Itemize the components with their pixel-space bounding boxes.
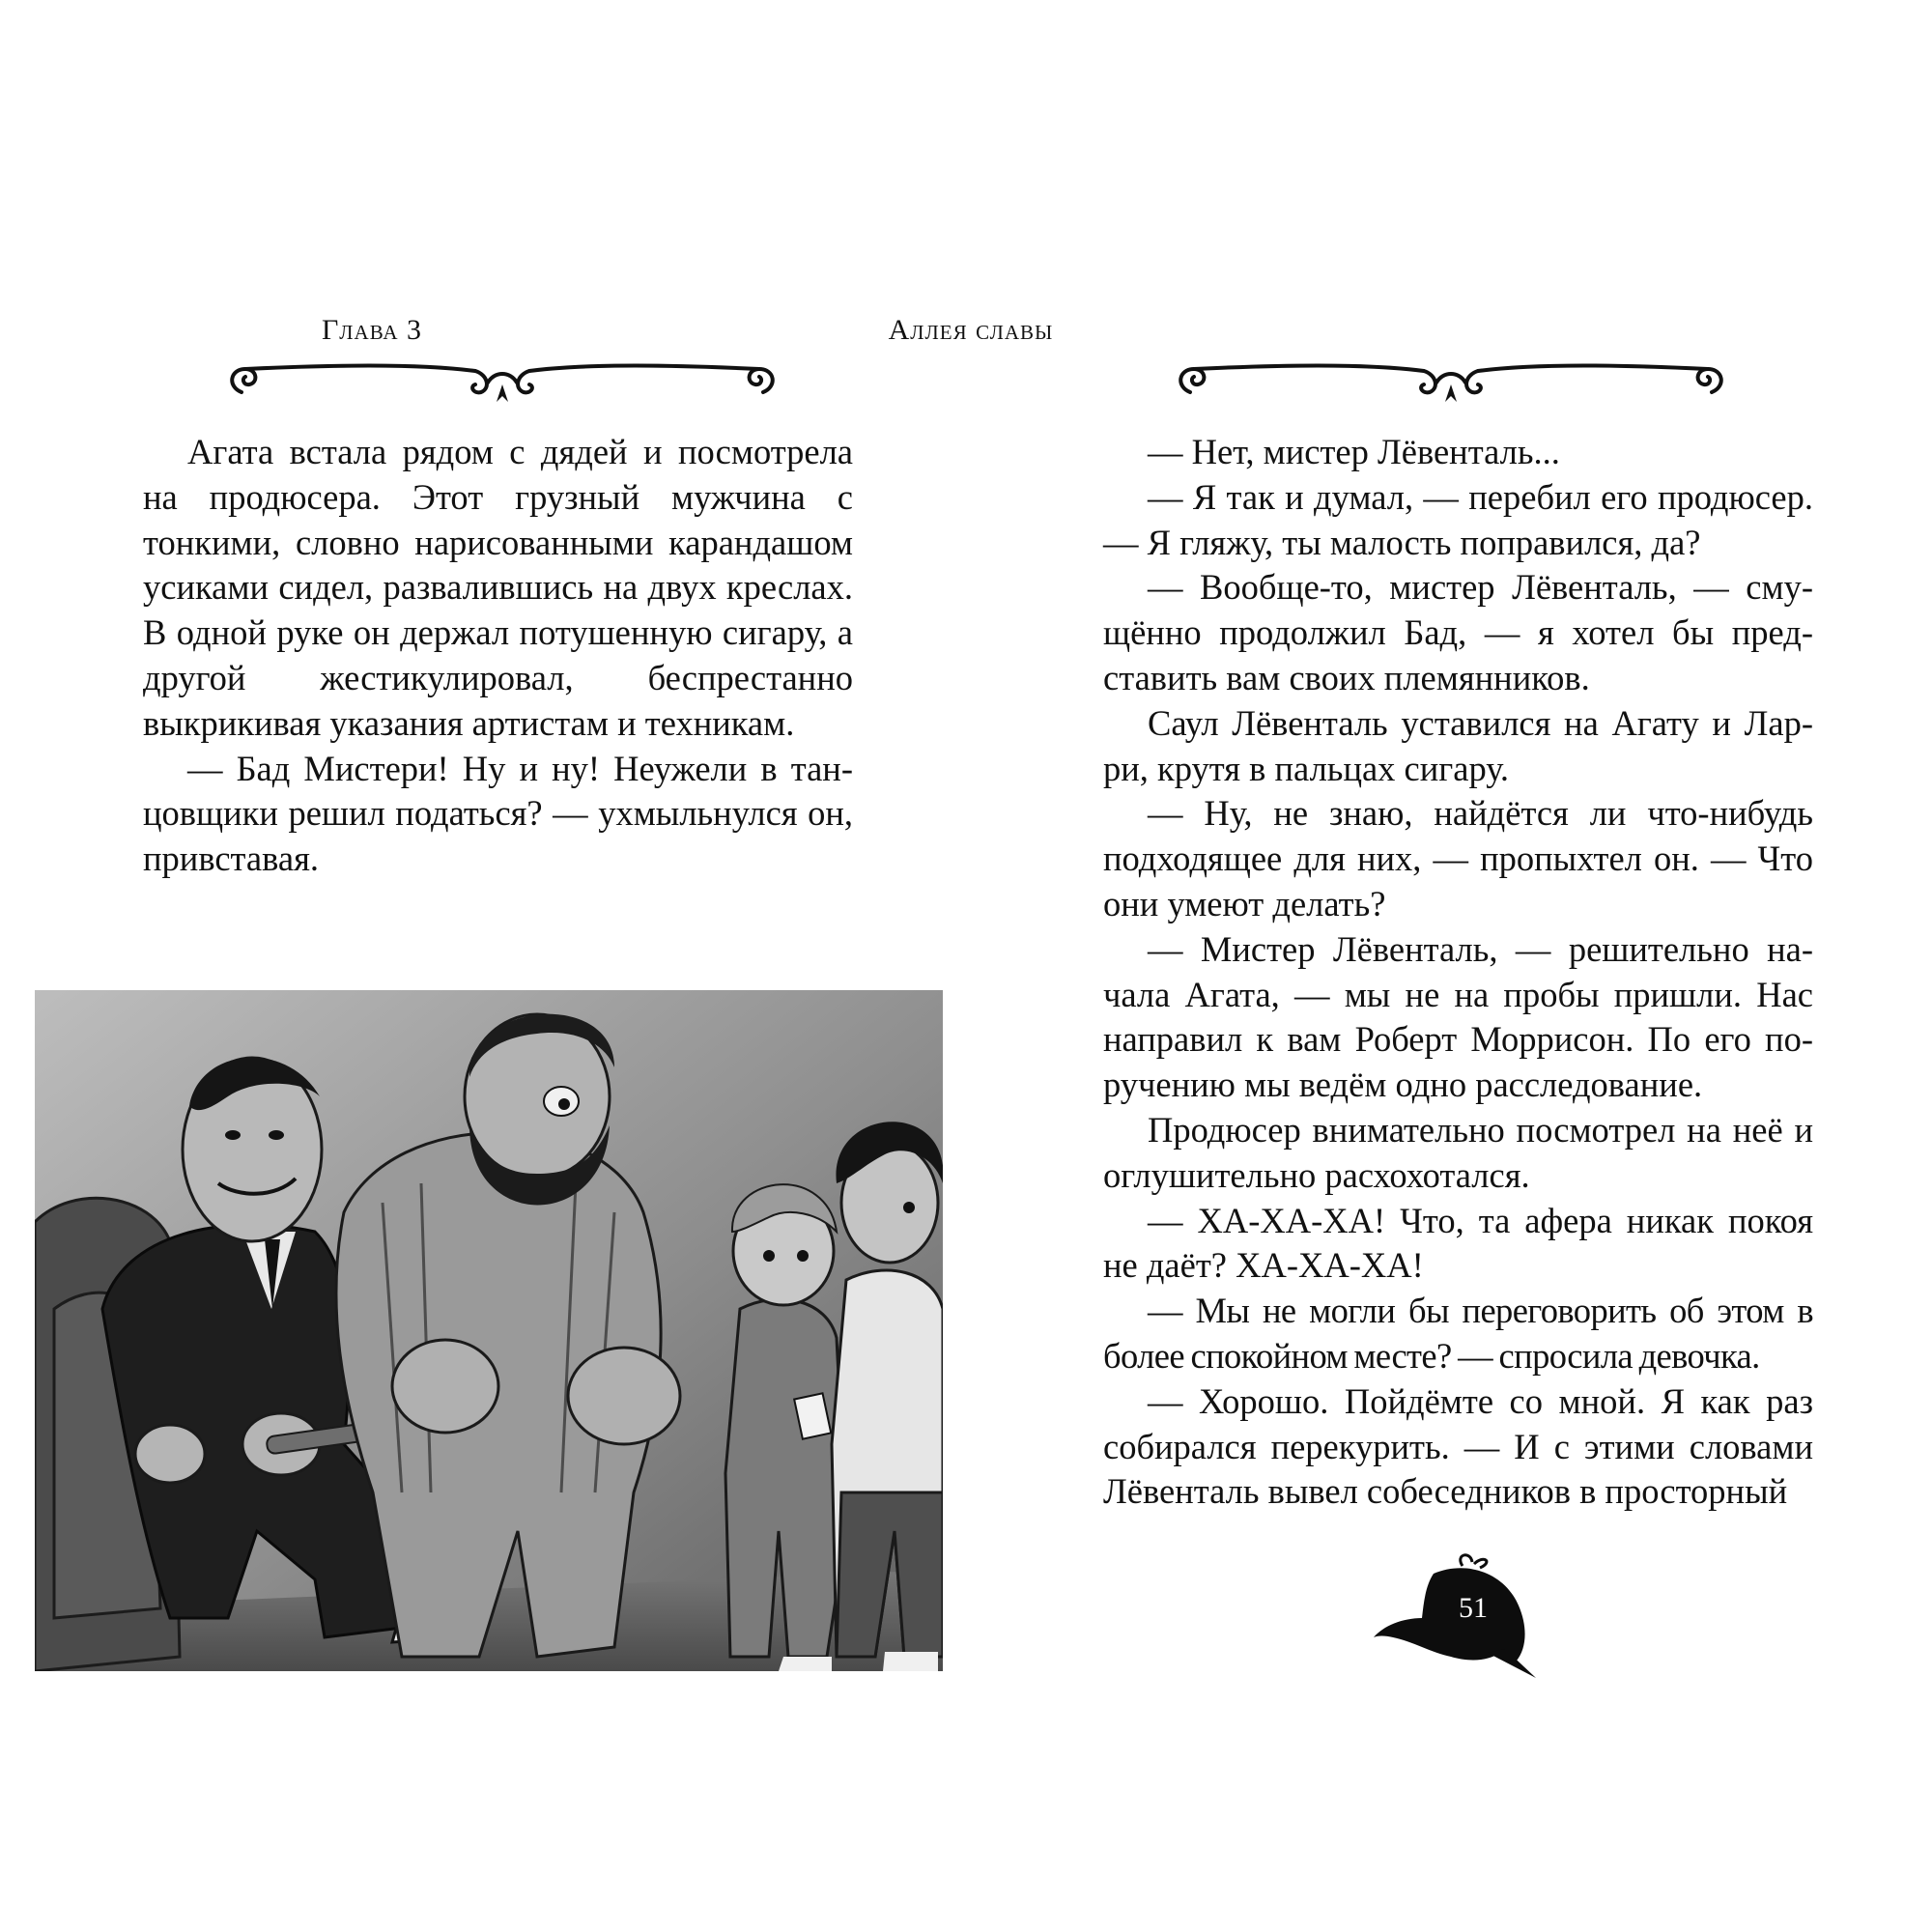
paragraph: — Я так и думал, — перебил его продюсер. — Я гляжу, ты малость поправился, да? [1103, 476, 1813, 562]
left-body-text [143, 430, 853, 882]
paragraph: — Мистер Лёвенталь, — решительно начала Агата, — мы не на пробы пришли. Нас направил к вам Роберт Моррисон. По его поручению мы ведём одно расследование. [1103, 928, 1813, 1105]
paragraph: — Ну, не знаю, найдётся ли что-нибудь подходящее для них, — пропыхтел он. — Что они умеют делать? [1103, 793, 1813, 923]
paragraph: — Хорошо. Пойдёмте со мной. Я как раз собирался перекурить. — И с этими словами Лёвенталь вывел собеседников в просторный [1103, 1380, 1813, 1512]
paragraph: Саул Лёвенталь уставился на Агату и Ларри, крутя в пальцах сигару. [1103, 702, 1813, 788]
illustration-characters [35, 990, 943, 1671]
running-head-chapter: Глава 3 [321, 314, 423, 346]
paragraph: — Нет, мистер Лёвенталь... [1148, 432, 1560, 471]
page-number: 51 [1459, 1592, 1488, 1624]
ornament-divider [222, 357, 782, 406]
right-page [888, 0, 1932, 1932]
paragraph: Продюсер внимательно посмотрел на неё и оглушительно расхохотался. [1103, 1109, 1813, 1195]
paragraph: — Бад Мистери! Ну и ну! Неужели в танцовщики решил податься? — ухмыльнулся он, привставая. [143, 748, 853, 879]
paragraph: — ХА-ХА-ХА! Что, та афера никак покоя не даёт? ХА-ХА-ХА! [1103, 1200, 1813, 1286]
paragraph: — Вообще-то, мистер Лёвенталь, — смущённо продолжил Бад, — я хотел бы представить вам своих племянников. [1103, 567, 1813, 697]
running-head-chapter-title: Аллея славы [888, 314, 1054, 346]
paragraph: Агата встала рядом с дядей и посмотрела на продюсера. Этот грузный мужчина с тонкими, словно нарисованными карандашом усиками сидел, развалившись на двух креслах. В одной руке он держал потушенную сигару, а другой жестикулировал, беспрестанно выкрикивая указания артистам и техникам. [143, 432, 853, 743]
paragraph: — Мы не могли бы переговорить об этом в более спокойном месте? — спросила девочка. [1103, 1291, 1813, 1376]
ornament-divider [1171, 357, 1731, 406]
right-body-text [1103, 430, 1813, 1515]
